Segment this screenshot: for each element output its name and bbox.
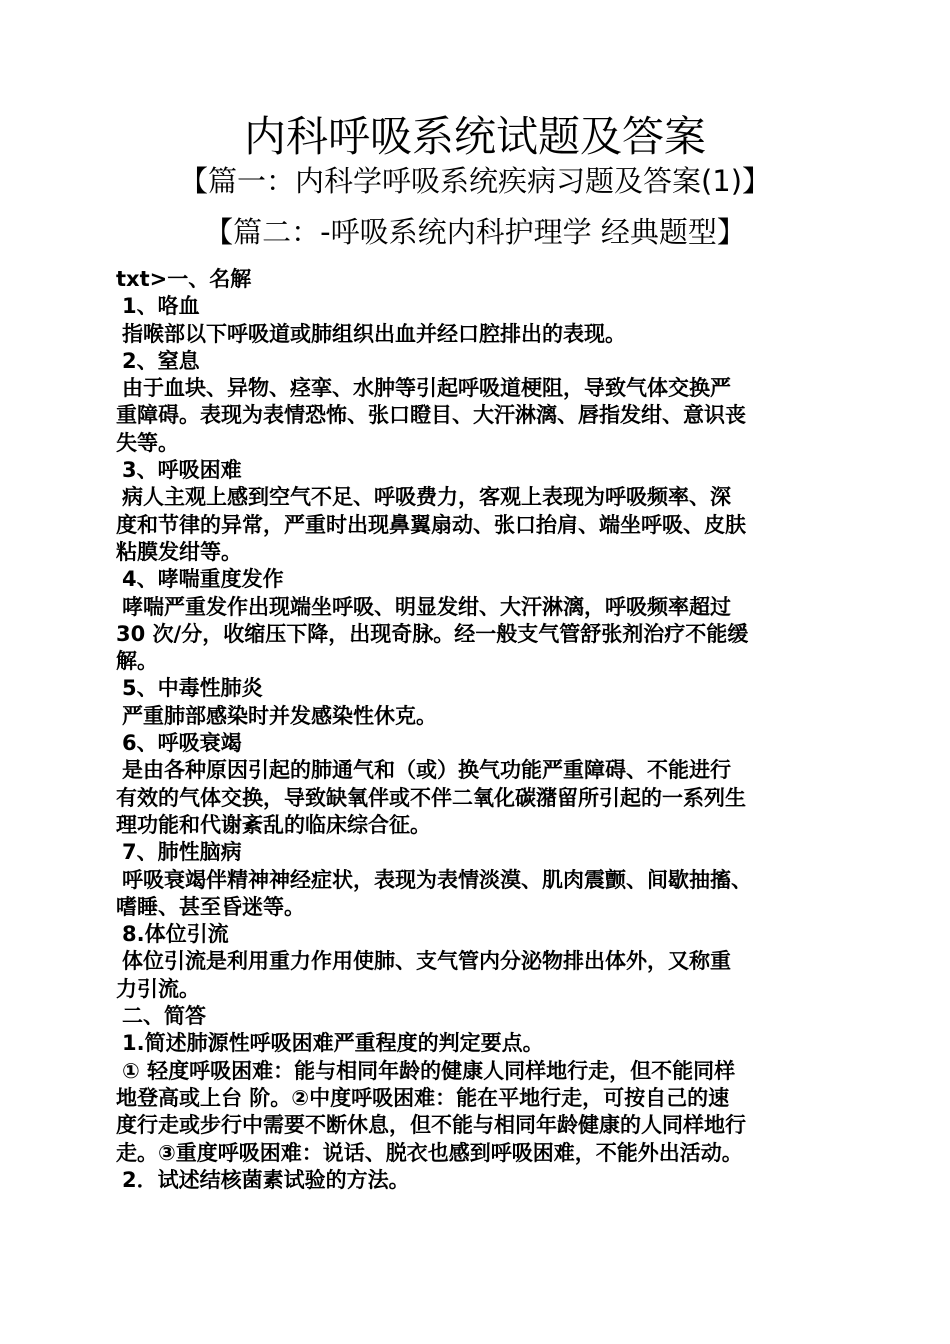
definition-line: 指喉部以下呼吸道或肺组织出血并经口腔排出的表现。 (122, 321, 626, 346)
definition-line: 呼吸衰竭伴精神神经症状，表现为表情淡漠、肌肉震颤、间歇抽搐、 (122, 867, 752, 892)
definition-line: 由于血块、异物、痉挛、水肿等引起呼吸道梗阻，导致气体交换严 (122, 376, 731, 401)
definition-line: 体位引流是利用重力作用使肺、支气管内分泌物排出体外，又称重 (122, 949, 731, 974)
definition-line: 严重肺部感染时并发感染性休克。 (122, 703, 437, 728)
subtitle-part-one: 【篇一：内科学呼吸系统疾病习题及答案(1)】 (178, 164, 772, 198)
term-heading: 6、呼吸衰竭 (122, 731, 242, 756)
section-heading: txt>一、名解 (116, 267, 252, 291)
term-heading: 2、窒息 (122, 348, 200, 373)
term-heading: 8.体位引流 (122, 922, 229, 947)
subtitle-part-two: 【篇二：-呼吸系统内科护理学 经典题型】 (204, 215, 746, 249)
answer-line: ① 轻度呼吸困难：能与相同年龄的健康人同样地行走，但不能同样 (122, 1058, 736, 1083)
page-title: 内科呼吸系统试题及答案 (243, 112, 706, 161)
definition-line: 粘膜发绀等。 (116, 539, 242, 564)
document-body (116, 266, 841, 1194)
question-line: 1.简述肺源性呼吸困难严重程度的判定要点。 (122, 1031, 544, 1056)
definition-line: 哮喘严重发作出现端坐呼吸、明显发绀、大汗淋漓，呼吸频率超过 (122, 594, 731, 619)
answer-line: 地登高或上台 阶。②中度呼吸困难：能在平地行走，可按自己的速 (116, 1085, 730, 1110)
answer-line: 度行走或步行中需要不断休息，但不能与相同年龄健康的人同样地行 (116, 1113, 746, 1138)
question-line: 2．试述结核菌素试验的方法。 (122, 1167, 410, 1192)
definition-line: 解。 (116, 649, 158, 674)
definition-line: 度和节律的异常，严重时出现鼻翼扇动、张口抬肩、端坐呼吸、皮肤 (116, 512, 746, 537)
definition-line: 是由各种原因引起的肺通气和（或）换气功能严重障碍、不能进行 (122, 758, 731, 783)
section-heading: 二、简答 (122, 1004, 206, 1029)
definition-line: 30 次/分，收缩压下降，出现奇脉。经一般支气管舒张剂治疗不能缓 (116, 621, 749, 646)
answer-line: 走。③重度呼吸困难：说话、脱衣也感到呼吸困难，不能外出活动。 (116, 1140, 743, 1165)
definition-line: 失等。 (116, 430, 179, 455)
term-heading: 5、中毒性肺炎 (122, 676, 263, 701)
definition-line: 重障碍。表现为表情恐怖、张口瞪目、大汗淋漓、唇指发绀、意识丧 (116, 403, 746, 428)
definition-line: 有效的气体交换，导致缺氧伴或不伴二氧化碳潴留所引起的一系列生 (116, 785, 746, 810)
term-heading: 1、咯血 (122, 294, 200, 319)
definition-line: 嗜睡、甚至昏迷等。 (116, 894, 305, 919)
definition-line: 理功能和代谢紊乱的临床综合征。 (116, 812, 431, 837)
definition-line: 病人主观上感到空气不足、呼吸费力，客观上表现为呼吸频率、深 (122, 485, 731, 510)
term-heading: 4、哮喘重度发作 (122, 567, 284, 592)
term-heading: 3、呼吸困难 (122, 458, 242, 483)
term-heading: 7、肺性脑病 (122, 840, 242, 865)
definition-line: 力引流。 (116, 976, 200, 1001)
